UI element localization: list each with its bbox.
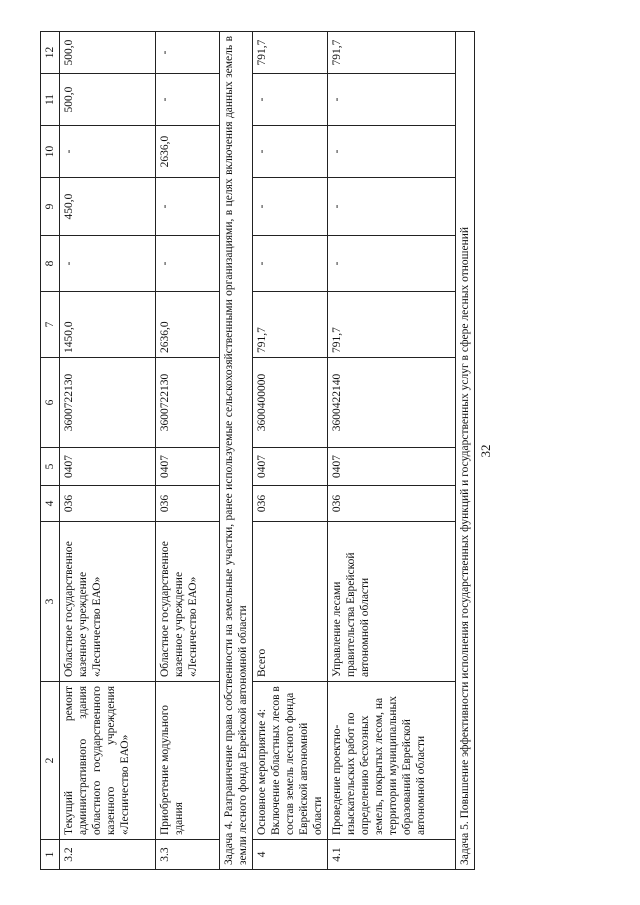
cell-target-code: 3600400000 [253,358,328,448]
row-number: 3.2 [60,840,156,870]
column-number-header-row [41,32,60,870]
task-4-heading: Задача 4. Разграничение права собственности на земельные участки, ранее используемые сельскохозяйственными организациями, в целях включения данных земель в земли лесного фонда Еврейской автономной области [220,32,253,870]
cell-year: - [156,32,220,74]
col-header: 10 [41,126,60,178]
col-header: 11 [41,74,60,126]
col-header: 4 [41,486,60,522]
cell-grbs: 036 [328,486,456,522]
cell-target-code: 3600422140 [328,358,456,448]
col-header: 8 [41,236,60,292]
program-activities-table [40,31,475,870]
cell-year: - [156,236,220,292]
activity-name: Проведение проектно-изыскательских работ по определению бесхозных земель, покрытых лесом, на территории муниципальных образований Еврейской автономной области [328,682,456,840]
rotated-table-sheet [40,32,493,870]
cell-grbs: 036 [60,486,156,522]
cell-year: - [156,178,220,236]
cell-grbs: 036 [156,486,220,522]
cell-grbs: 036 [253,486,328,522]
col-header: 2 [41,682,60,840]
col-header: 3 [41,522,60,682]
cell-year: - [60,126,156,178]
task-5-heading: Задача 5. Повышение эффективности исполнения государственных функций и государственных услуг в сфере лесных отношений [456,32,475,870]
table-row [253,32,328,870]
cell-year: 2636,0 [156,126,220,178]
activity-name: Текущий ремонт административного здания областного государственного казенного учреждения «Лесничество ЕАО» [60,682,156,840]
task-4-row [220,32,253,870]
executor: Областное государственное казенное учреждение «Лесничество ЕАО» [60,522,156,682]
table-row [328,32,456,870]
cell-year: - [253,178,328,236]
cell-year: 500,0 [60,32,156,74]
cell-year: - [328,178,456,236]
col-header: 6 [41,358,60,448]
row-number: 3.3 [156,840,220,870]
cell-year: 791,7 [328,32,456,74]
col-header: 7 [41,292,60,358]
cell-year: - [60,236,156,292]
cell-year: - [253,126,328,178]
page-number: 32 [478,444,493,458]
table-row [156,32,220,870]
cell-section: 0407 [156,448,220,486]
cell-year: - [328,236,456,292]
cell-year: - [253,74,328,126]
col-header: 12 [41,32,60,74]
cell-total: 791,7 [253,292,328,358]
cell-year: 791,7 [253,32,328,74]
executor: Управление лесами правительства Еврейской автономной области [328,522,456,682]
cell-total: 1450,0 [60,292,156,358]
cell-section: 0407 [253,448,328,486]
row-number: 4.1 [328,840,456,870]
activity-name: Основное мероприятие 4: Включение областных лесов в состав земель лесного фонда Еврейской автономной области [253,682,328,840]
table-row [60,32,156,870]
cell-section: 0407 [60,448,156,486]
cell-year: 450,0 [60,178,156,236]
col-header: 1 [41,840,60,870]
cell-year: 500,0 [60,74,156,126]
task-5-row [456,32,475,870]
row-number: 4 [253,840,328,870]
col-header: 5 [41,448,60,486]
executor: Всего [253,522,328,682]
document-stamp [588,0,595,160]
cell-target-code: 3600722130 [60,358,156,448]
cell-year: - [253,236,328,292]
executor: Областное государственное казенное учреждение «Лесничество ЕАО» [156,522,220,682]
activity-name: Приобретение модульного здания [156,682,220,840]
cell-year: - [328,126,456,178]
cell-year: - [328,74,456,126]
cell-section: 0407 [328,448,456,486]
cell-target-code: 3600722130 [156,358,220,448]
col-header: 9 [41,178,60,236]
cell-total: 791,7 [328,292,456,358]
cell-year: - [156,74,220,126]
cell-total: 2636,0 [156,292,220,358]
